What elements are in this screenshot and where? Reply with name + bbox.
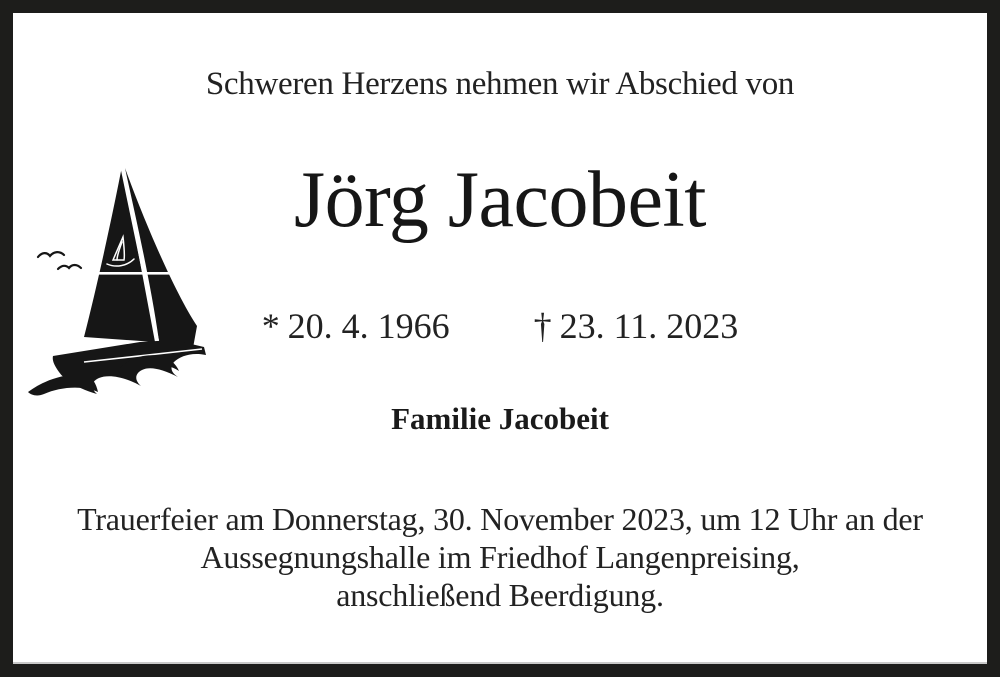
wave-shape [28,375,98,396]
bird-icon [58,265,81,269]
death-date [534,308,739,344]
death-symbol: † [533,306,552,346]
bird-icon [38,252,64,257]
intro-line: Schweren Herzens nehmen wir Abschied von [205,66,795,102]
family-signature: Familie Jacobeit [391,401,609,436]
deceased-name: Jörg Jacobeit [294,156,706,244]
dates-row [13,308,987,344]
funeral-line-3: anschließend Beerdigung. [336,577,664,613]
funeral-info [13,500,987,614]
birth-date-text: 20. 4. 1966 [287,306,450,346]
sail-stripe [80,272,200,275]
funeral-line-2: Aussegnungshalle im Friedhof Langenpreising, [200,539,800,575]
birth-date [262,308,450,344]
birth-symbol: * [261,306,280,346]
death-date-text: 23. 11. 2023 [559,306,739,346]
birds-icon [38,252,81,269]
funeral-line-1: Trauerfeier am Donnerstag, 30. November 2023, um 12 Uhr an der [77,501,923,537]
